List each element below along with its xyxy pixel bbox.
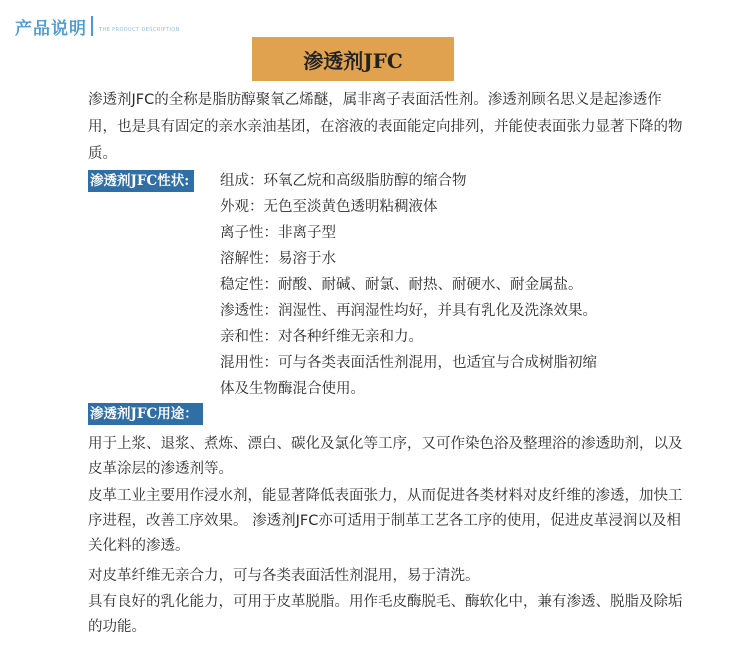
property-item: 溶解性：易溶于水 <box>220 251 336 267</box>
properties-label: 渗透剂JFC性状: <box>88 170 194 192</box>
section-header <box>15 14 180 38</box>
property-item: 体及生物酶混合使用。 <box>220 381 365 397</box>
product-title: 渗透剂JFC <box>303 48 403 73</box>
property-item: 组成：环氧乙烷和高级脂肪醇的缩合物 <box>220 173 467 189</box>
property-item: 外观：无色至淡黄色透明粘稠液体 <box>220 199 438 215</box>
header-divider <box>91 16 93 36</box>
usage-paragraph: 皮革工业主要用作浸水剂，能显著降低表面张力，从而促进各类材料对皮纤维的渗透，加快工序进程，改善工序效果。 渗透剂JFC亦可适用于制革工艺各工序的使用，促进皮革浸润以及相关化料的渗透。 <box>88 488 683 554</box>
property-item: 稳定性：耐酸、耐碱、耐氯、耐热、耐硬水、耐金属盐。 <box>220 277 583 293</box>
header-subtitle: THE PRODUCT DESCRIPTION <box>99 27 180 33</box>
property-item: 渗透性：润湿性、再润湿性均好，并具有乳化及洗涤效果。 <box>220 303 597 319</box>
property-item: 混用性：可与各类表面活性剂混用，也适宜与合成树脂初缩 <box>220 355 597 371</box>
intro-paragraph: 渗透剂JFC的全称是脂肪醇聚氧乙烯醚，属非离子表面活性剂。渗透剂顾名思义是起渗透作用，也是具有固定的亲水亲油基团，在溶液的表面能定向排列，并能使表面张力显著下降的物质。 <box>88 92 683 162</box>
usage-label: 渗透剂JFC用途： <box>88 403 203 425</box>
usage-paragraph: 具有良好的乳化能力，可用于皮革脱脂。用作毛皮酶脱毛、酶软化中，兼有渗透、脱脂及除垢的功能。 <box>88 594 683 635</box>
header-title: 产品说明 <box>15 18 87 39</box>
product-title-box <box>252 37 454 81</box>
usage-paragraph: 对皮革纤维无亲合力，可与各类表面活性剂混用，易于清洗。 <box>88 568 480 584</box>
property-item: 离子性：非离子型 <box>220 225 336 241</box>
property-item: 亲和性：对各种纤维无亲和力。 <box>220 329 423 345</box>
usage-paragraph: 用于上浆、退浆、煮炼、漂白、碳化及氯化等工序，又可作染色浴及整理浴的渗透助剂，以及皮革涂层的渗透剂等。 <box>88 436 683 477</box>
